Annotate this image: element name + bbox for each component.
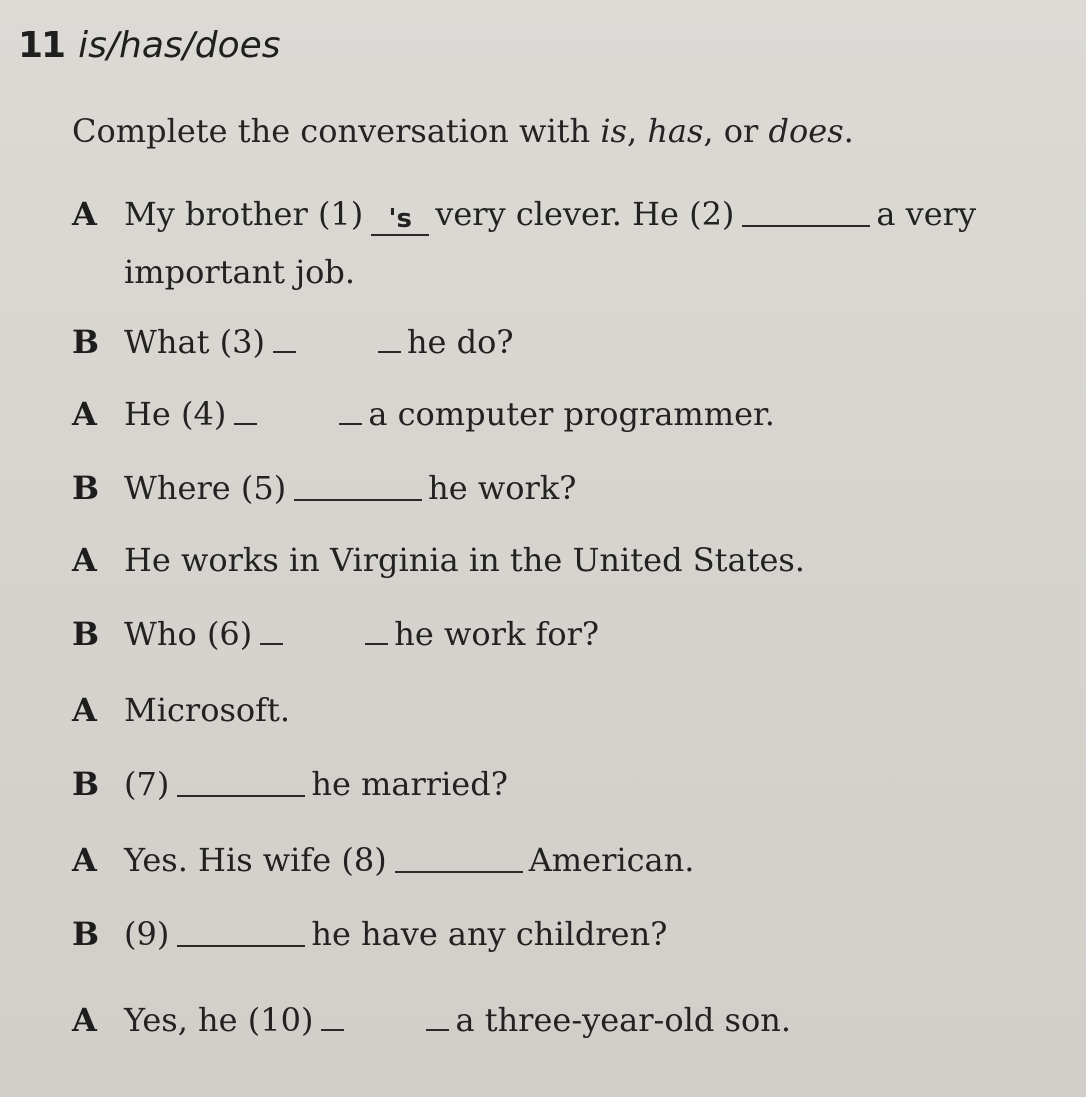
speaker-label: A — [72, 1001, 97, 1039]
line-text: Where (5) — [124, 469, 287, 507]
speaker-label: A — [72, 691, 97, 729]
line-text: he have any children? — [311, 915, 668, 953]
line-text: he married? — [311, 765, 508, 803]
dialogue-line-6 — [72, 540, 805, 580]
line-text: Who (6) — [124, 615, 253, 653]
line-text: Yes. His wife (8) — [124, 841, 387, 879]
speaker-label: A — [72, 541, 97, 579]
line-text: Microsoft. — [124, 691, 291, 729]
line-text: American. — [528, 841, 695, 879]
instruction — [72, 112, 854, 150]
dialogue-line-5 — [72, 468, 576, 508]
speaker-label: B — [72, 323, 100, 361]
dialogue-line-12 — [72, 1000, 791, 1040]
speaker-label: A — [72, 841, 97, 879]
line-text: My brother (1) — [124, 195, 364, 233]
line-text: he work? — [428, 469, 577, 507]
line-text: a three-year-old son. — [455, 1001, 791, 1039]
answer-blank-5[interactable] — [294, 469, 422, 501]
dialogue-line-8 — [72, 690, 290, 730]
speaker-label: A — [72, 195, 97, 233]
line-text: He works in Virginia in the United States. — [124, 541, 805, 579]
instruction-word-does: does — [768, 112, 844, 150]
dialogue-line-1 — [72, 194, 976, 236]
exercise-header — [18, 25, 281, 66]
line-text: very clever. He (2) — [435, 195, 735, 233]
exercise-number: 11 — [18, 25, 65, 66]
speaker-label: B — [72, 615, 100, 653]
instruction-text: Complete the conversation with — [72, 112, 601, 150]
answer-blank-8[interactable] — [395, 841, 523, 873]
instruction-word-has: has — [647, 112, 704, 150]
exercise-title: is/has/does — [78, 25, 281, 66]
speaker-label: B — [72, 469, 100, 507]
answer-blank-10[interactable] — [321, 1001, 449, 1033]
line-text: he work for? — [394, 615, 600, 653]
speaker-label: A — [72, 395, 97, 433]
line-text: What (3) — [124, 323, 265, 361]
answer-blank-9[interactable] — [177, 915, 305, 947]
line-text: a computer programmer. — [368, 395, 775, 433]
dialogue-line-3 — [72, 322, 514, 362]
line-text: He (4) — [124, 395, 227, 433]
instruction-text: , or — [703, 112, 769, 150]
dialogue-line-4 — [72, 394, 775, 434]
answer-blank-1[interactable]: 's — [371, 204, 429, 236]
speaker-label: B — [72, 915, 100, 953]
answer-blank-3[interactable] — [273, 323, 401, 355]
dialogue-line-1-continued — [124, 252, 355, 292]
line-text: Yes, he (10) — [124, 1001, 314, 1039]
answer-blank-7[interactable] — [177, 765, 305, 797]
dialogue-line-9 — [72, 764, 508, 804]
instruction-text: , — [626, 112, 648, 150]
line-text: he do? — [406, 323, 514, 361]
speaker-label: B — [72, 765, 100, 803]
instruction-word-is: is — [600, 112, 627, 150]
line-text: (9) — [124, 915, 170, 953]
answer-blank-2[interactable] — [742, 195, 870, 227]
answer-blank-6[interactable] — [260, 615, 388, 647]
line-text: (7) — [124, 765, 170, 803]
instruction-text: . — [843, 112, 854, 150]
answer-blank-4[interactable] — [234, 395, 362, 427]
dialogue-line-11 — [72, 914, 667, 954]
dialogue-line-7 — [72, 614, 599, 654]
dialogue-line-10 — [72, 840, 694, 880]
line-text: important job. — [124, 253, 356, 291]
line-text: a very — [876, 195, 977, 233]
